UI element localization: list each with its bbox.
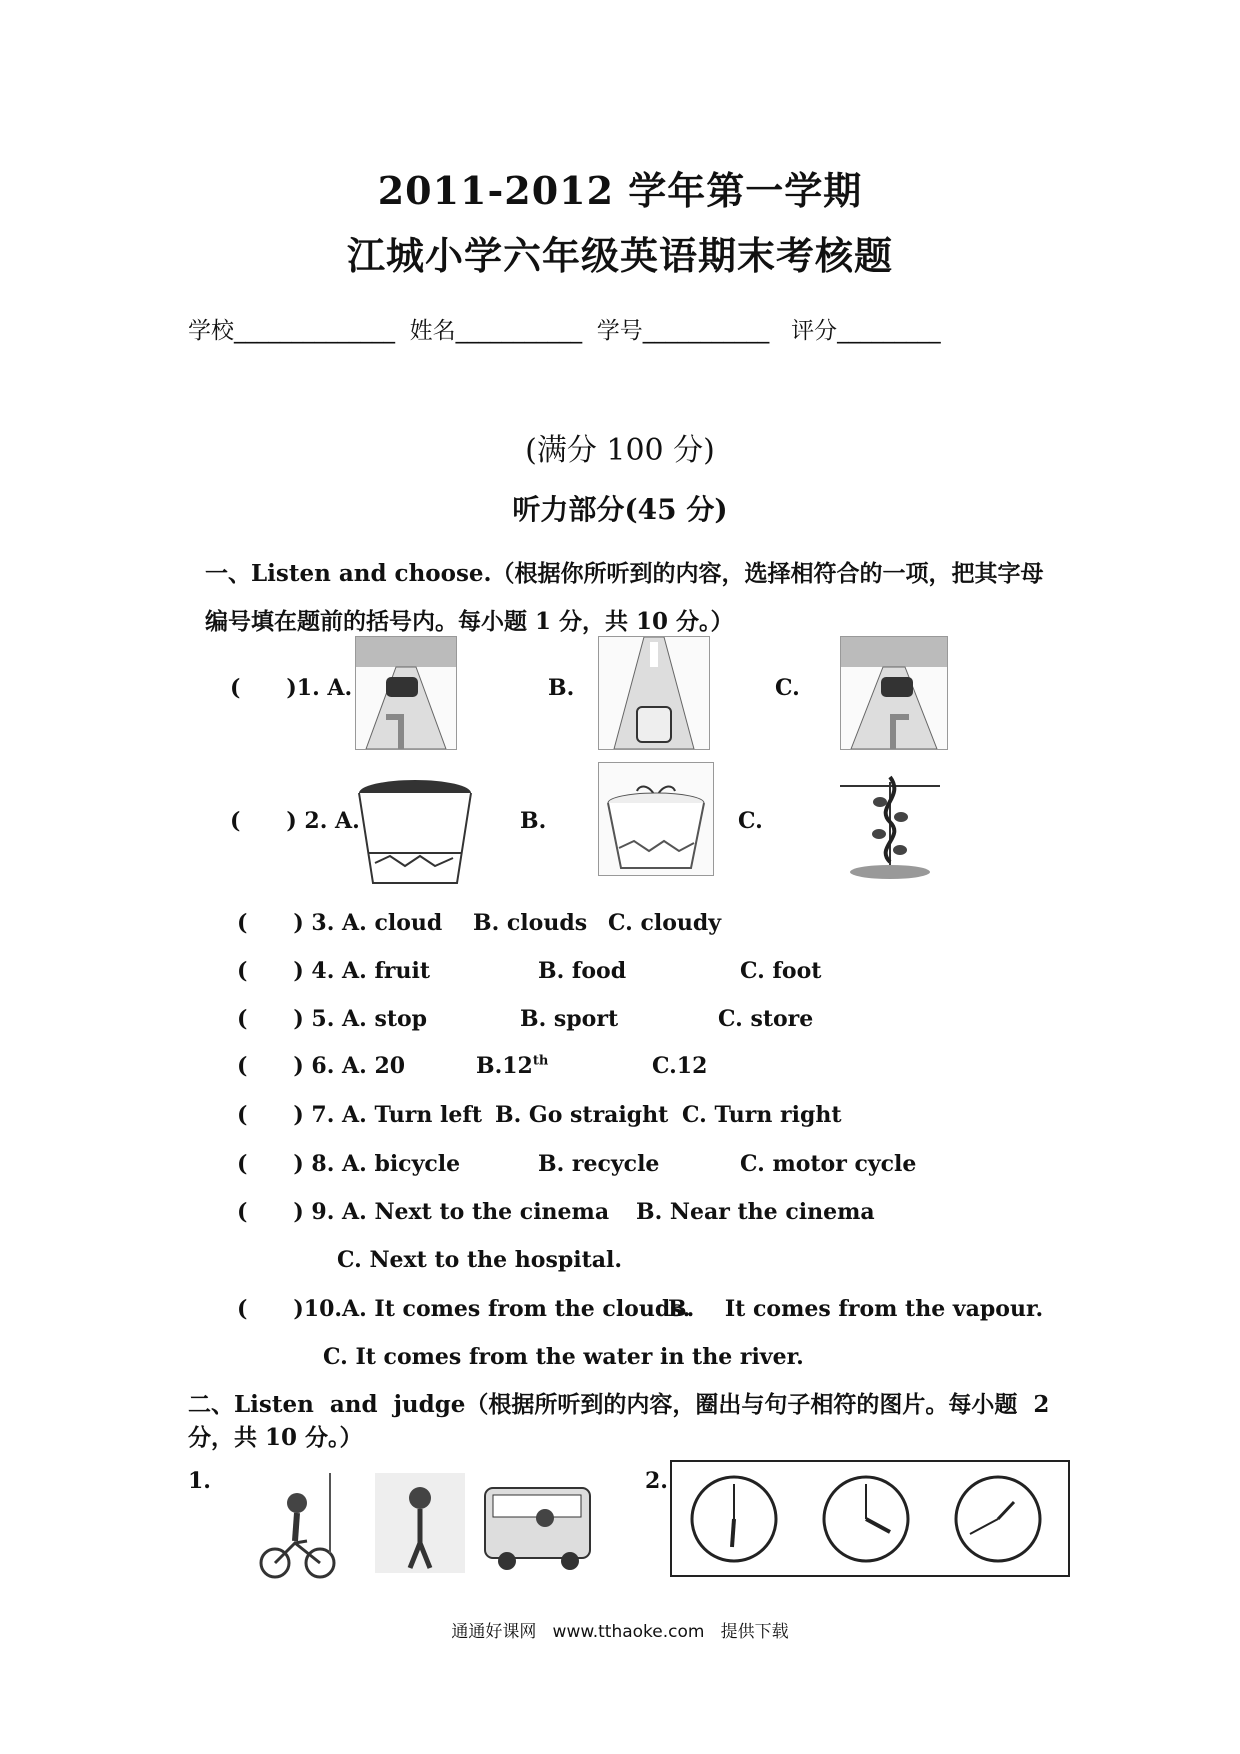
- q10-option-c: C. It comes from the water in the river.: [323, 1344, 804, 1370]
- bus-picture: [485, 1488, 590, 1570]
- part2-heading-line2: 分，共 10 分。）: [188, 1424, 363, 1451]
- clock-2: [824, 1477, 908, 1561]
- part1-heading-line1: 一、Listen and choose.（根据你所听到的内容，选择相符合的一项，把其字母: [205, 560, 1044, 587]
- part2-heading-line1: 二、Listen and judge（根据所听到的内容，圈出与句子相符的图片。每小题 2: [188, 1391, 1050, 1418]
- q5-option-c: C. store: [718, 1006, 814, 1032]
- q8-option-c: C. motor cycle: [740, 1151, 917, 1177]
- clocks-box: [670, 1460, 1070, 1577]
- part2-q1-number: 1.: [188, 1468, 211, 1494]
- q7-option-c: C. Turn right: [682, 1102, 842, 1128]
- student-info-line: 学校______________ 姓名___________ 学号___________ 评分_________: [188, 318, 941, 344]
- q1-option-b: B.: [548, 675, 575, 701]
- q8-option-b: B. recycle: [538, 1151, 660, 1177]
- q6-option-a: ( ) 6. A. 20: [237, 1053, 406, 1079]
- soil-pot-picture: [355, 778, 475, 888]
- q7-option-a: ( ) 7. A. Turn left: [237, 1102, 483, 1128]
- q6-option-b: [476, 1053, 548, 1079]
- q2-number: ( ) 2. A.: [230, 808, 360, 834]
- turn-left-picture: [355, 636, 457, 750]
- q4-option-a: ( ) 4. A. fruit: [237, 958, 431, 984]
- clock-3: [956, 1477, 1040, 1561]
- q3-option-a: ( ) 3. A. cloud: [237, 910, 443, 936]
- q3-option-b: B. clouds: [473, 910, 588, 936]
- q2-option-c: C.: [738, 808, 763, 834]
- q8-option-a: ( ) 8. A. bicycle: [237, 1151, 461, 1177]
- footer-text: 通通好课网 www.tthaoke.com 提供下载: [451, 1622, 789, 1642]
- q9-option-c: C. Next to the hospital.: [337, 1247, 623, 1273]
- q7-option-b: B. Go straight: [495, 1102, 669, 1128]
- sprout-pot-picture: [598, 762, 714, 876]
- part1-heading-line2: 编号填在题前的括号内。每小题 1 分，共 10 分。）: [205, 608, 734, 635]
- q3-option-c: C. cloudy: [608, 910, 722, 936]
- q4-option-b: B. food: [538, 958, 627, 984]
- q1-option-c: C.: [775, 675, 800, 701]
- q4-option-c: C. foot: [740, 958, 822, 984]
- q6-option-b-text: B.12: [476, 1053, 533, 1079]
- q9-option-b: B. Near the cinema: [636, 1199, 875, 1225]
- full-score: (满分 100 分): [525, 433, 715, 468]
- transport-pictures: [245, 1463, 605, 1583]
- clock-1: [692, 1477, 776, 1561]
- q10-option-a: ( )10.A. It comes from the clouds.: [237, 1296, 691, 1322]
- section-title: 听力部分(45 分): [512, 493, 728, 526]
- q6-option-b-superscript: th: [532, 1053, 549, 1069]
- q2-option-b: B.: [520, 808, 547, 834]
- climbing-plant-picture: [835, 762, 945, 882]
- turn-right-picture: [840, 636, 948, 750]
- walking-picture: [375, 1473, 465, 1573]
- q6-option-c: C.12: [652, 1053, 708, 1079]
- bicycle-picture: [261, 1473, 334, 1577]
- q9-option-a: ( ) 9. A. Next to the cinema: [237, 1199, 610, 1225]
- part2-q2-number: 2.: [645, 1468, 668, 1494]
- q5-option-a: ( ) 5. A. stop: [237, 1006, 428, 1032]
- exam-title-line1: 2011-2012 学年第一学期: [377, 168, 863, 213]
- exam-title-line2: 江城小学六年级英语期末考核题: [346, 233, 893, 278]
- q10-option-b: B. It comes from the vapour.: [668, 1296, 1044, 1322]
- q1-number: ( )1. A.: [230, 675, 353, 701]
- q5-option-b: B. sport: [520, 1006, 619, 1032]
- go-straight-picture: [598, 636, 710, 750]
